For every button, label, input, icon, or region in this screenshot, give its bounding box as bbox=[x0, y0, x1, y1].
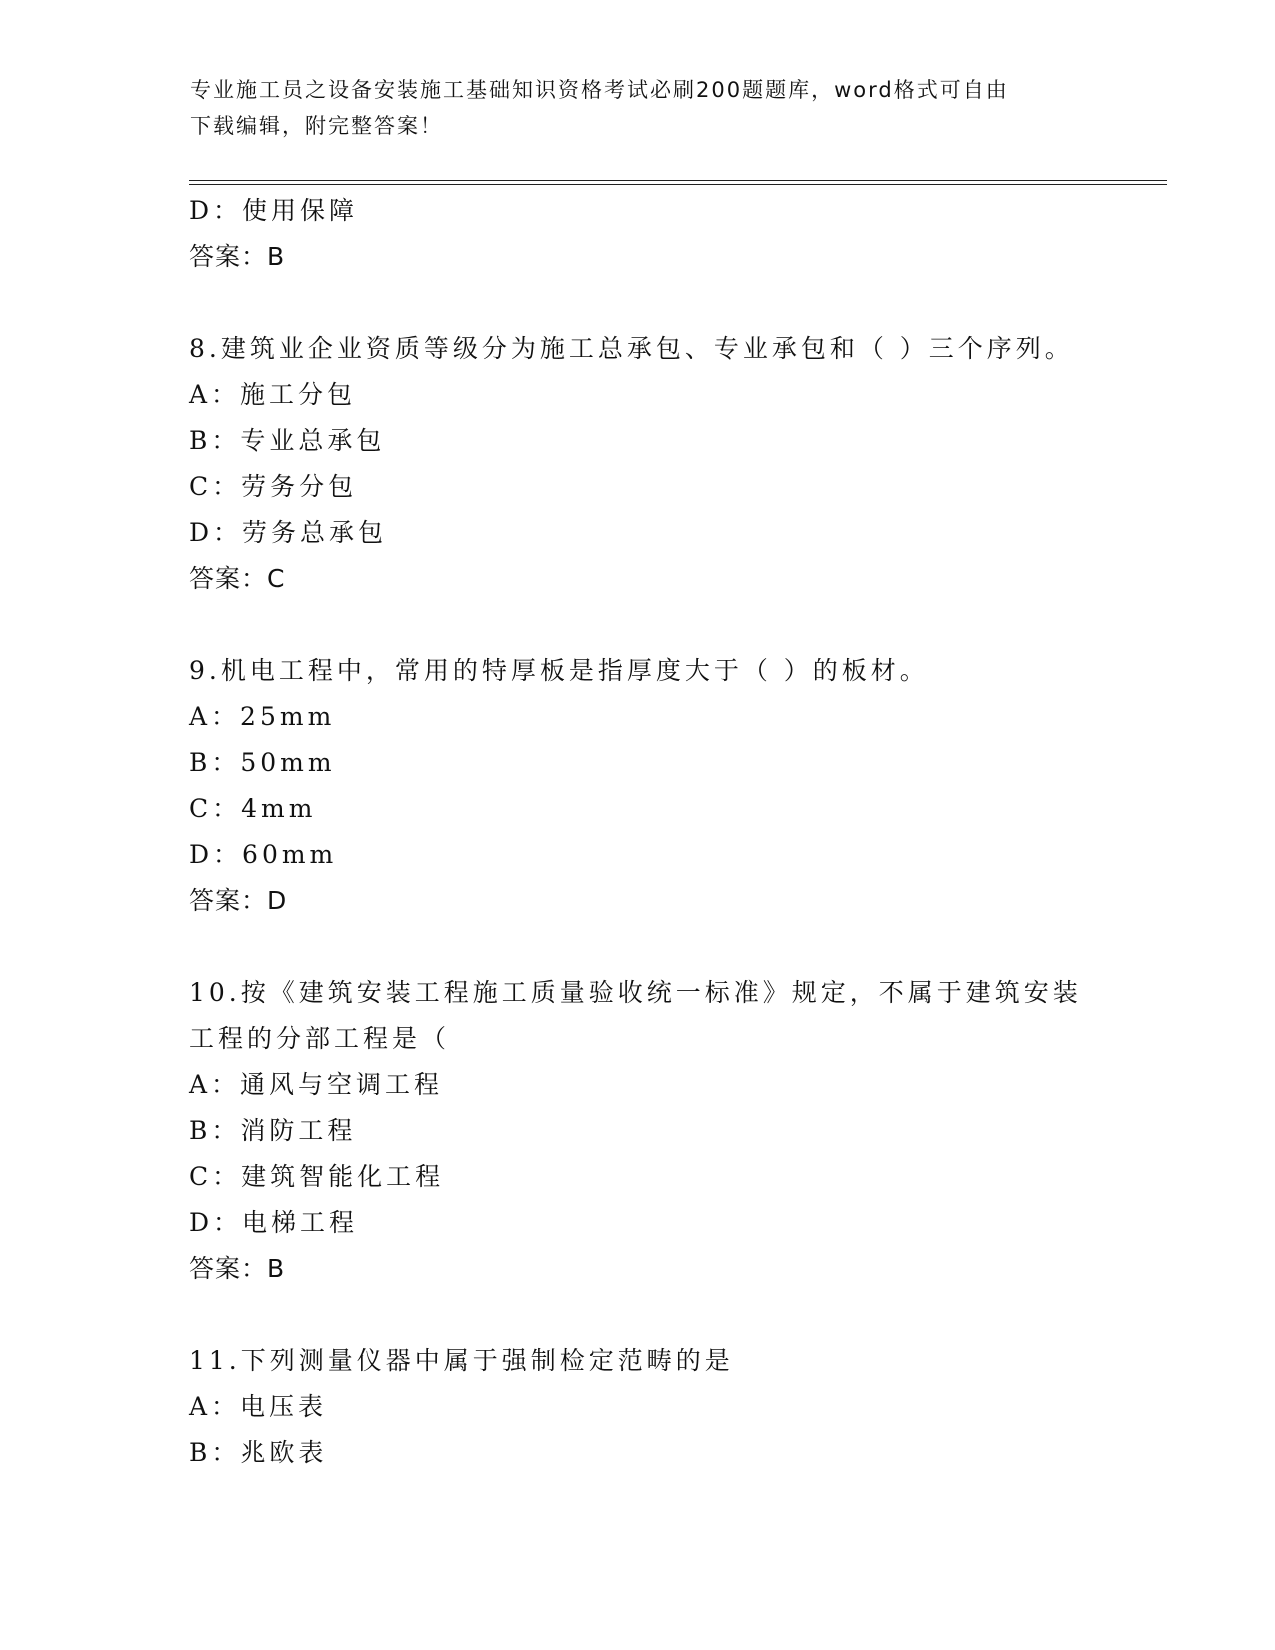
option-b: B：消防工程 bbox=[189, 1116, 357, 1145]
option-a: A：通风与空调工程 bbox=[189, 1070, 444, 1099]
question-block-11 bbox=[189, 1338, 1089, 1476]
answer-line: 答案：C bbox=[189, 564, 286, 593]
header-title-line-2: 下载编辑，附完整答案！ bbox=[190, 114, 443, 138]
option-d: D：电梯工程 bbox=[189, 1208, 359, 1237]
question-block-8 bbox=[189, 326, 1089, 602]
answer-line: 答案：B bbox=[189, 1254, 286, 1283]
option-c: C：建筑智能化工程 bbox=[189, 1162, 445, 1191]
option-c: C：4mm bbox=[189, 794, 317, 823]
option-d: D：60mm bbox=[189, 840, 338, 869]
option-c: C：劳务分包 bbox=[189, 472, 358, 501]
spacer bbox=[189, 1292, 1089, 1338]
option-b: B：兆欧表 bbox=[189, 1438, 328, 1467]
spacer bbox=[189, 924, 1089, 970]
option-b: B：专业总承包 bbox=[189, 426, 386, 455]
option-a: A：施工分包 bbox=[189, 380, 357, 409]
question-text: 8.建筑业企业资质等级分为施工总承包、专业承包和（ ）三个序列。 bbox=[189, 334, 1074, 363]
option-d: D：使用保障 bbox=[189, 196, 359, 225]
question-block-previous bbox=[189, 188, 1089, 280]
option-b: B：50mm bbox=[189, 748, 336, 777]
question-block-9 bbox=[189, 648, 1089, 924]
question-text-line-1: 10.按《建筑安装工程施工质量验收统一标准》规定，不属于建筑安装 bbox=[189, 978, 1082, 1007]
option-d: D：劳务总承包 bbox=[189, 518, 388, 547]
header-title-line-1: 专业施工员之设备安装施工基础知识资格考试必刷200题题库，word格式可自由 bbox=[190, 78, 1009, 102]
spacer bbox=[189, 602, 1089, 648]
answer-line: 答案：B bbox=[189, 242, 286, 271]
question-text-line-2: 工程的分部工程是（ bbox=[189, 1024, 451, 1053]
answer-line: 答案：D bbox=[189, 886, 288, 915]
option-a: A：25mm bbox=[189, 702, 336, 731]
header-divider-top bbox=[189, 180, 1167, 181]
spacer bbox=[189, 280, 1089, 326]
question-text: 11.下列测量仪器中属于强制检定范畴的是 bbox=[189, 1346, 734, 1375]
option-a: A：电压表 bbox=[189, 1392, 328, 1421]
question-list bbox=[189, 188, 1089, 1476]
document-header bbox=[190, 72, 1090, 144]
question-text: 9.机电工程中，常用的特厚板是指厚度大于（ ）的板材。 bbox=[189, 656, 929, 685]
header-divider-bottom bbox=[189, 184, 1167, 185]
question-block-10 bbox=[189, 970, 1089, 1292]
